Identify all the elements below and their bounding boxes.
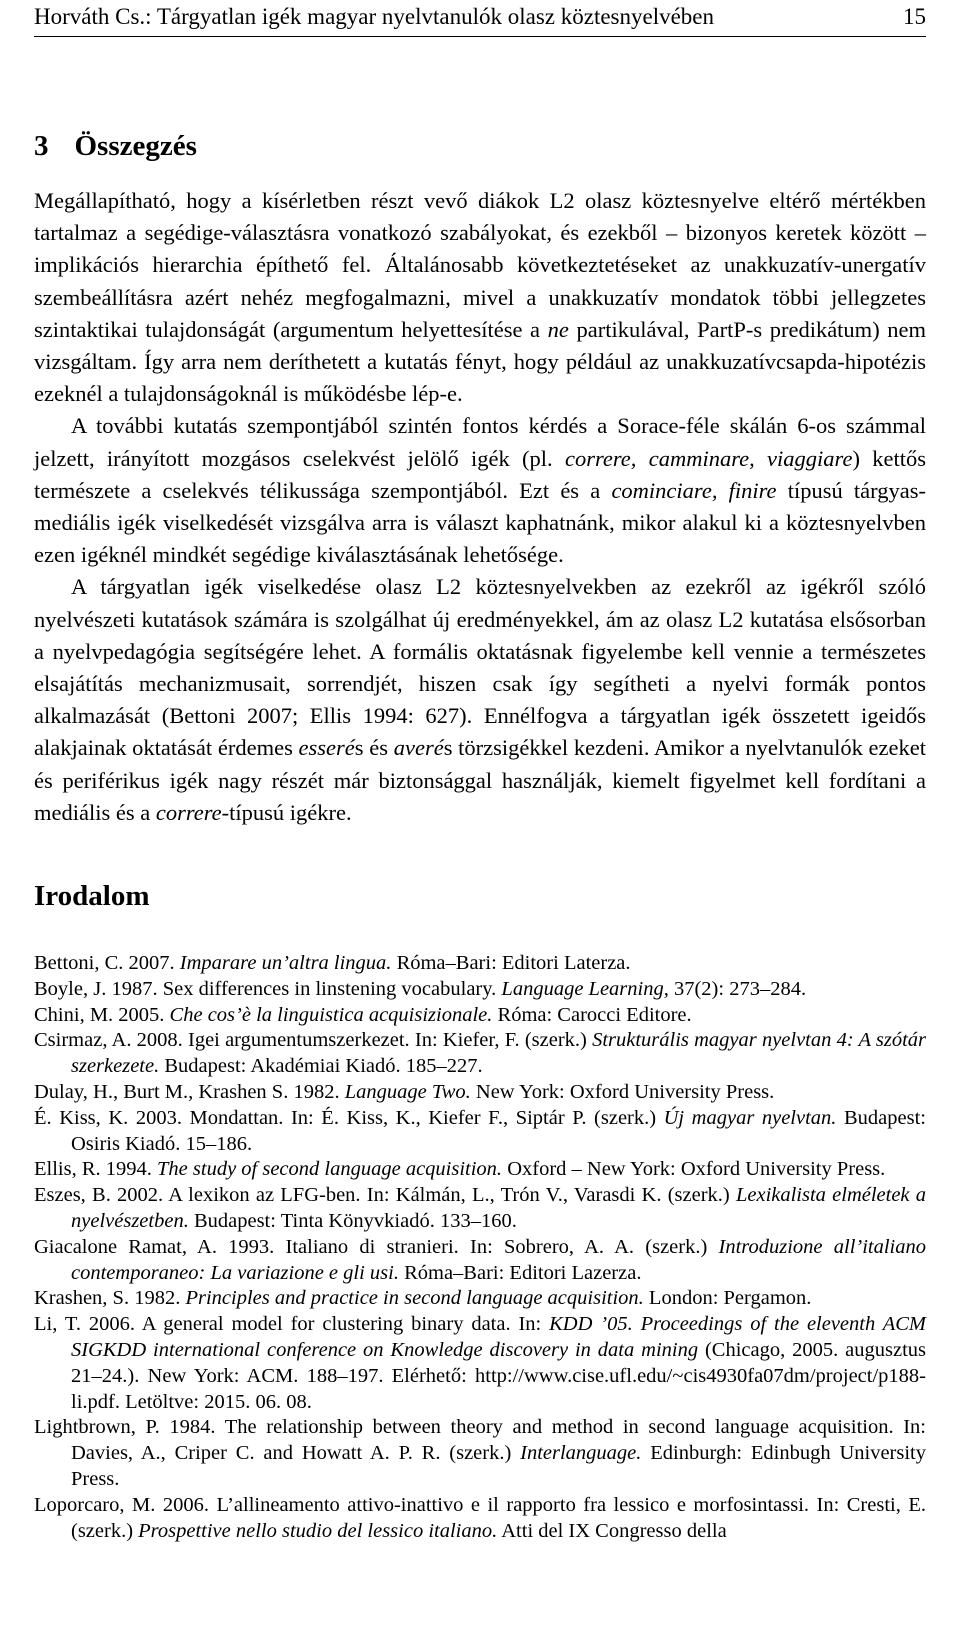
italic-text: Introduzione all’italiano contemporaneo: La variazione e gli usi. <box>71 1235 926 1284</box>
text-run: Loporcaro, M. 2006. L’allineamento attivo-inattivo e il rapporto fra lessico e morfosintassi. In: Cresti, E. (szerk.) <box>34 1493 926 1542</box>
italic-text: Prospettive nello studio del lessico italiano. <box>138 1519 498 1542</box>
running-header-title: Horváth Cs.: Tárgyatlan igék magyar nyelvtanulók olasz köztesnyelvében <box>34 4 715 29</box>
text-run: Dulay, H., Burt M., Krashen S. 1982. <box>34 1081 345 1104</box>
text-run: Róma–Bari: Editori Laterza. <box>391 952 631 975</box>
running-header <box>34 0 926 37</box>
italic-text: correre <box>155 799 222 825</box>
italic-text: correre, camminare, viaggiare <box>564 445 853 471</box>
section-heading <box>34 129 926 163</box>
text-run: 37(2): 273–284. <box>668 977 807 1000</box>
text-run: Budapest: Tinta Könyvkiadó. 133–160. <box>188 1210 517 1233</box>
text-run: -típusú igékre. <box>221 799 352 825</box>
reference-item <box>34 1493 926 1545</box>
text-run: Róma: Carocci Editore. <box>492 1003 692 1026</box>
reference-item <box>34 1235 926 1287</box>
italic-text: Language Learning, <box>501 977 669 1000</box>
paragraph <box>34 571 926 829</box>
text-run: New York: Oxford University Press. <box>470 1081 775 1104</box>
text-run: Budapest: Osiris Kiadó. 15–186. <box>71 1106 926 1155</box>
reference-item <box>34 951 926 977</box>
text-run: Bettoni, C. 2007. <box>34 952 180 975</box>
text-run: É. Kiss, K. 2003. Mondattan. In: É. Kiss, K., Kiefer F., Siptár P. (szerk.) <box>34 1106 664 1129</box>
reference-list <box>34 951 926 1544</box>
reference-item <box>34 1080 926 1106</box>
references-heading: Irodalom <box>34 880 150 913</box>
text-run: A tárgyatlan igék viselkedése olasz L2 köztesnyelvekben az ezekről az igékről szóló nyelvészeti kutatások számára is szolgálhat új eredményekkel, ám az olasz L2 kutatása elsősorban a nyelvpedagógia segítségére lehet. A formális oktatásnak figyelembe kell vennie a természetes elsajátítás mechanizmusait, sorrendjét, hiszen csak így segítheti a nyelvi formák pontos alkalmazását (Bettoni 2007; Ellis 1994: 627). Ennélfogva a tárgyatlan igék összetett igeidős alakjainak oktatását érdemes <box>34 574 926 761</box>
text-run: A további kutatás szempontjából szintén fontos kérdés a Sorace-féle skálán 6-os számmal jelzett, irányított mozgásos cselekvést jelölő igék (pl. <box>34 413 926 471</box>
text-run: Megállapítható, hogy a kísérletben részt vevő diákok L2 olasz köztesnyelve eltérő mértékben tartalmaz a segédige-választásra vonatkozó szabályokat, és ezekből – bizonyos keretek között – implikációs hierarchia építhető fel. Általánosabb következtetéseket az unakkuzatív-unergatív szembeállításra azért nehéz megfogalmazni, mivel a unakkuzatív mondatok többi jellegzetes szintaktikai tulajdonságát (argumentum helyettesítése a <box>34 188 926 342</box>
paragraph <box>34 185 926 410</box>
reference-item <box>34 1312 926 1415</box>
text-run: Eszes, B. 2002. A lexikon az LFG-ben. In: Kálmán, L., Trón V., Varasdi K. (szerk.) <box>34 1184 736 1207</box>
italic-text: Language Two. <box>344 1081 471 1104</box>
text-run: Boyle, J. 1987. Sex differences in linstening vocabulary. <box>34 977 502 1000</box>
italic-text: averé <box>393 735 444 761</box>
italic-text: KDD ’05. Proceedings of the eleventh ACM SIGKDD international conference on Knowledge discovery in data mining <box>71 1313 927 1362</box>
reference-item <box>34 1157 926 1183</box>
text-run: Róma–Bari: Editori Lazerza. <box>398 1261 642 1284</box>
text-run: s törzsigékkel kezdeni. Amikor a nyelvtanulók ezeket és periférikus igék nagy részét már biztonsággal használják, kiemelt figyelmet kell fordítani a mediális és a <box>34 735 927 825</box>
reference-item <box>34 977 926 1003</box>
text-run: Ellis, R. 1994. <box>34 1158 158 1181</box>
reference-item <box>34 1415 926 1492</box>
text-run: Atti del IX Congresso della <box>497 1519 727 1542</box>
text-run: London: Pergamon. <box>643 1287 812 1310</box>
italic-text: cominciare, finire <box>611 477 777 503</box>
reference-item <box>34 1003 926 1029</box>
reference-item <box>34 1028 926 1080</box>
reference-item <box>34 1286 926 1312</box>
text-run: s és <box>354 735 394 761</box>
text-run: Csirmaz, A. 2008. Igei argumentumszerkezet. In: Kiefer, F. (szerk.) <box>34 1029 593 1052</box>
italic-text: Imparare un’altra lingua. <box>179 952 392 975</box>
reference-item <box>34 1183 926 1235</box>
section-number: 3 <box>34 130 49 162</box>
page-number: 15 <box>903 4 926 29</box>
text-run: Li, T. 2006. A general model for clustering binary data. In: <box>34 1313 550 1336</box>
italic-text: Új magyar nyelvtan. <box>663 1106 837 1129</box>
text-run: Krashen, S. 1982. <box>34 1287 186 1310</box>
summary-body <box>34 185 926 829</box>
italic-text: esseré <box>298 735 355 761</box>
text-run: Edinburgh: Edinbugh University Press. <box>71 1442 926 1490</box>
text-run: Chini, M. 2005. <box>34 1003 170 1026</box>
text-run: típusú tárgyas-mediális igék viselkedését vizsgálva arra is választ kaphatnánk, mikor alakul ki a köztesnyelvben ezen igéknél mindkét segédige kiválasztásának lehetősége. <box>34 477 926 568</box>
italic-text: Principles and practice in second language acquisition. <box>185 1287 644 1310</box>
italic-text: Lexikalista elméletek a nyelvészetben. <box>71 1184 927 1233</box>
text-run: Lightbrown, P. 1984. The relationship between theory and method in second language acquisition. In: Davies, A., Criper C. and Howatt A. P. R. (szerk.) <box>34 1416 926 1465</box>
reference-item <box>34 1106 926 1158</box>
paragraph <box>34 410 926 571</box>
text-run: ) kettős természete a cselekvés télikussága szempontjából. Ezt és a <box>34 445 926 503</box>
text-run: partikulával, PartP-s predikátum) nem vizsgáltam. Így arra nem deríthetett a kutatás fényt, hogy például az unakkuzatívcsapda-hipotézis ezeknél a tulajdonságoknál is működésbe lép-e. <box>34 316 927 407</box>
italic-text: Che cos’è la linguistica acquisizionale. <box>169 1003 493 1026</box>
italic-text: ne <box>547 316 569 342</box>
italic-text: Interlanguage. <box>520 1442 642 1465</box>
text-run: Oxford – New York: Oxford University Press. <box>502 1158 886 1181</box>
section-title: Összegzés <box>74 130 197 162</box>
italic-text: Strukturális magyar nyelvtan 4: A szótár szerkezete. <box>71 1029 926 1078</box>
italic-text: The study of second language acquisition. <box>157 1158 503 1181</box>
text-run: Budapest: Akadémiai Kiadó. 185–227. <box>159 1055 483 1078</box>
text-run: (Chicago, 2005. augusztus 21–24.). New York: ACM. 188–197. Elérhető: http://www.cise.ufl.edu/~cis4930fa07dm/project/p188-li.pdf. Letöltve: 2015. 06. 08. <box>71 1339 926 1413</box>
text-run: Giacalone Ramat, A. 1993. Italiano di stranieri. In: Sobrero, A. A. (szerk.) <box>34 1235 719 1258</box>
